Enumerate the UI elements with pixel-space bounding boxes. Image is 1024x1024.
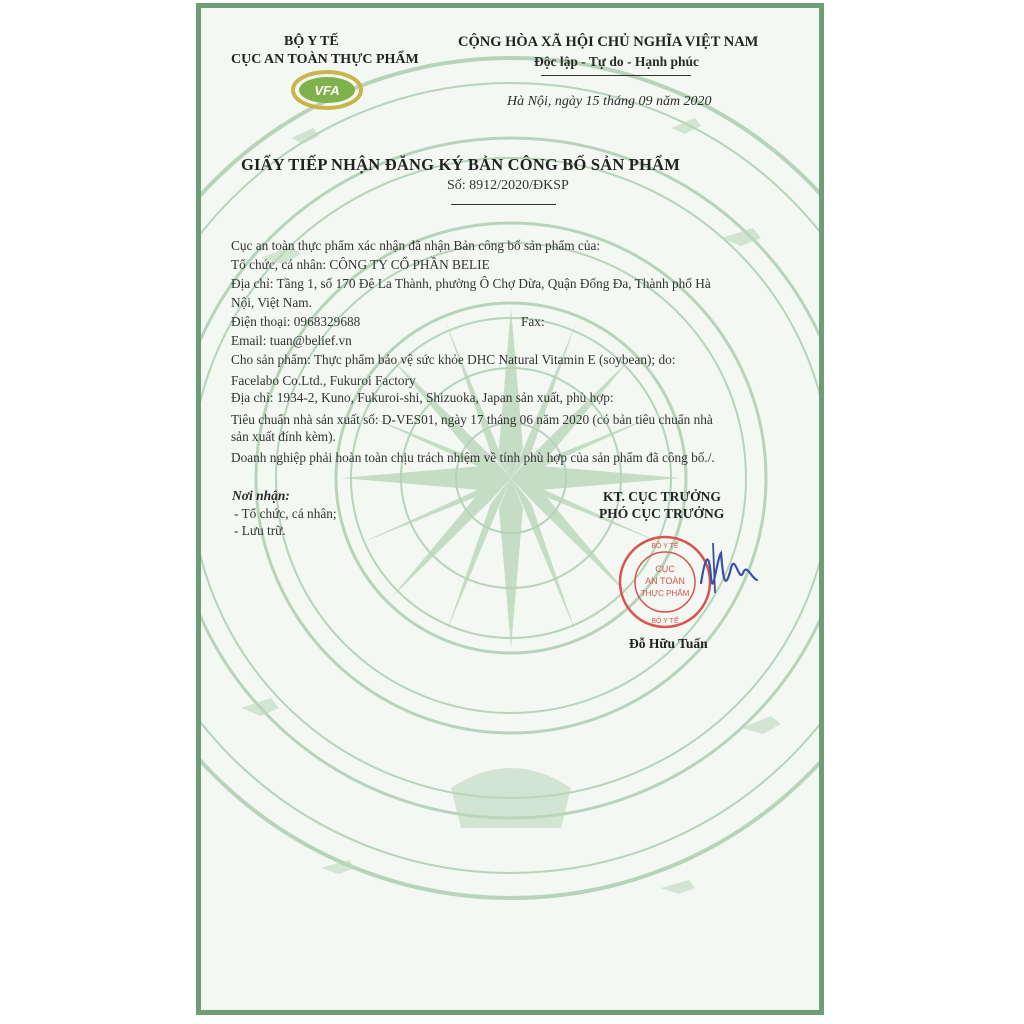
address-line-2: Nội, Việt Nam. [231, 295, 312, 310]
vfa-logo-text: VFA [314, 83, 340, 98]
seal-ring-top-text: BỘ Y TẾ [651, 543, 679, 550]
fax-line: Fax: [521, 314, 545, 329]
document-title: GIẤY TIẾP NHẬN ĐĂNG KÝ BẢN CÔNG BỐ SẢN PHẨM [241, 155, 681, 174]
motto-underline [541, 75, 691, 76]
document-number: Số: 8912/2020/ĐKSP [447, 178, 569, 193]
address-line-1: Địa chỉ: Tầng 1, số 170 Đê La Thành, phường Ô Chợ Dừa, Quận Đống Đa, Thành phố Hà [231, 276, 711, 291]
recipient-item: - Lưu trữ. [234, 523, 286, 538]
recipients-title: Nơi nhận: [232, 488, 290, 503]
national-motto: Độc lập - Tự do - Hạnh phúc [534, 54, 700, 69]
email-line: Email: tuan@belief.vn [231, 333, 352, 348]
standard-line-2: sản xuất đính kèm). [231, 429, 336, 444]
body-intro: Cục an toàn thực phẩm xác nhận đã nhận Bản công bố sản phẩm của: [231, 238, 601, 253]
ministry-name: BỘ Y TẾ [284, 34, 339, 49]
phone-line: Điện thoại: 0968329688 [231, 314, 361, 329]
place-date: Hà Nội, ngày 15 tháng 09 năm 2020 [507, 94, 712, 109]
vfa-logo-icon [289, 68, 365, 112]
seal-ring-bottom-text: BỘ Y TẾ [651, 618, 679, 625]
product-line: Cho sản phẩm: Thực phẩm bảo vệ sức khỏe DHC Natural Vitamin E (soybean); do: [231, 352, 676, 367]
manufacturer-line: Facelabo Co.Ltd., Fukuroi Factory [231, 373, 416, 388]
manufacturer-address-line: Địa chỉ: 1934-2, Kuno, Fukuroi-shi, Shizuoka, Japan sản xuất, phù hợp: [231, 390, 614, 405]
signer-name: Đỗ Hữu Tuấn [629, 636, 708, 651]
signature-scribble-icon [691, 538, 771, 608]
signer-role-1: KT. CỤC TRƯỞNG [603, 489, 721, 504]
recipient-item: - Tổ chức, cá nhân; [234, 506, 337, 521]
responsibility-line: Doanh nghiệp phải hoàn toàn chịu trách nhiệm về tính phù hợp của sản phẩm đã công bố./. [231, 450, 715, 465]
signer-role-2: PHÓ CỤC TRƯỞNG [599, 506, 725, 521]
number-underline [451, 204, 556, 205]
seal-text-line: AN TOÀN [645, 576, 685, 586]
organization-line: Tổ chức, cá nhân: CÔNG TY CỔ PHẦN BELIE [231, 257, 490, 272]
certificate-page [196, 3, 824, 1015]
seal-text-line: THỰC PHẨM [640, 589, 690, 598]
standard-line-1: Tiêu chuẩn nhà sản xuất số: D-VES01, ngày 17 tháng 06 năm 2020 (có bản tiêu chuẩn nhà [231, 412, 713, 427]
country-name: CỘNG HÒA XÃ HỘI CHỦ NGHĨA VIỆT NAM [458, 34, 759, 50]
seal-text-line: CỤC [655, 564, 675, 574]
agency-name: CỤC AN TOÀN THỰC PHẨM [231, 52, 419, 67]
